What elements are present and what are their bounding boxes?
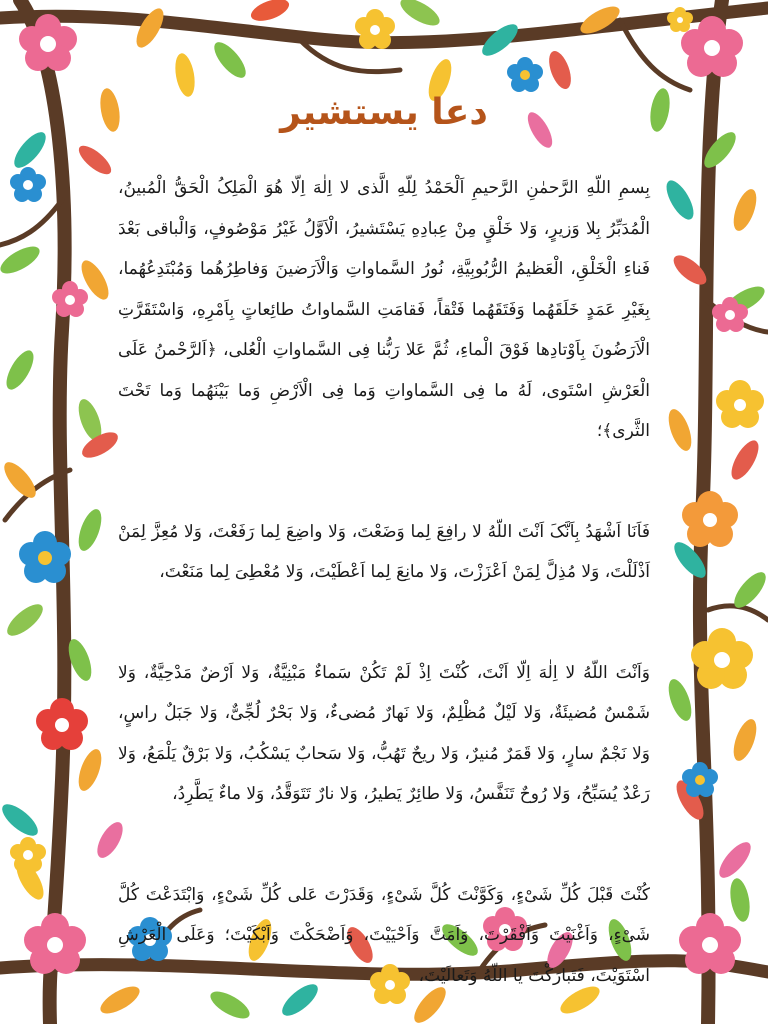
flower-blue-right-low xyxy=(682,762,718,797)
paragraph-1: بِسمِ اللّهِ الرَّحمٰنِ الرَّحیمِ اَلْحَمْدُ لِلّهِ الَّذی لا اِلٰهَ اِلّا هُوَ الْمَلِکُ الْحَقُّ الْمُبینُ، الْمُدَبِّرُ بِلا وَزیرٍ، وَلا خَلْقٍ مِنْ عِبادِهِ یَسْتَشیرُ، الْاَوَّلُ غَیْرُ مَوْصُوفٍ، وَالْباقی بَعْدَ فَناءِ الْخَلْقِ، الْعَظیمُ الرُّبُوبِیَّةِ، نُورُ السَّماواتِ وَالْاَرَضینَ وَفاطِرُهُما وَمُبْتَدِعُهُما، بِغَیْرِ عَمَدٍ خَلَقَهُما وَفَتَقَهُما فَتْقاً، فَقامَتِ السَّماواتُ طائِعاتٍ بِاَمْرِهِ، وَاسْتَقَرَّتِ الْاَرَضُونَ بِاَوْتادِها فَوْقَ الْماءِ، ثُمَّ عَلا رَبُّنا فِی السَّماواتِ الْعُلی، ﴿اَلرَّحْمنُ عَلَی الْعَرْشِ اسْتَوی، لَهُ ما فِی السَّماواتِ وَما فِی الْاَرْضِ وَما بَیْنَهُما وَما تَحْتَ الثَّری﴾؛ xyxy=(118,178,650,441)
flower-yellow-top xyxy=(355,9,395,49)
flower-blue-top xyxy=(507,57,543,92)
flower-yellow-right xyxy=(716,380,764,428)
flower-blue-left xyxy=(10,167,46,202)
flower-pink-bottom-right xyxy=(679,913,741,974)
paragraph-3: وَاَنْتَ اللّهُ لا اِلٰهَ اِلّا اَنْتَ، کُنْتَ اِذْ لَمْ تَکُنْ سَماءٌ مَبْنِیَّةٌ، وَلا اَرْضٌ مَدْحِیَّةٌ، وَلا شَمْسٌ مُضیئَةٌ، وَلا لَیْلٌ مُظْلِمٌ، وَلا نَهارٌ مُضیءٌ، وَلا بَحْرٌ لُجِّیٌّ، وَلا جَبَلٌ راسٍ، وَلا نَجْمٌ سارٍ، وَلا قَمَرٌ مُنیرٌ، وَلا ریحٌ تَهُبُّ، وَلا سَحابٌ یَسْکُبُ، وَلا بَرْقٌ یَلْمَعُ، وَلا رَعْدٌ یُسَبِّحُ، وَلا رُوحٌ تَنَفَّسُ، وَلا طائِرٌ یَطیرُ، وَلا نارٌ تَتَوَقَّدُ، وَلا ماءٌ یَطَّرِدُ، xyxy=(118,662,650,804)
flower-yellow-left-low xyxy=(10,837,46,872)
paragraph-4: کُنْتَ قَبْلَ کُلِّ شَیْءٍ، وَکَوَّنْتَ کُلَّ شَیْءٍ، وَقَدَرْتَ عَلی کُلِّ شَیْءٍ، وَابْتَدَعْتَ کُلَّ شَیْءٍ، وَاَغْنَیْتَ وَاَفْقَرْتَ، وَاَمَتَّ وَاَحْیَیْتَ، وَاَضْحَکْتَ وَاَبْکَیْتَ؛ وَعَلَی الْعَرْشِ اسْتَوَیْتَ، فَتَبارَکْتَ یا اللّهُ وَتَعالَیْتَ، xyxy=(118,884,650,986)
page-title: دعا یستشیر xyxy=(280,92,488,133)
flower-orange-right xyxy=(682,491,738,547)
paragraph-2: فَاَنَا اَشْهَدُ بِاَنَّکَ اَنْتَ اللّهُ لا رافِعَ لِما وَضَعْتَ، وَلا واضِعَ لِما رَفَعْتَ، وَلا مُعِزَّ لِمَنْ اَذْلَلْتَ، وَلا مُذِلَّ لِمَنْ اَعْزَزْتَ، وَلا مانِعَ لِما اَعْطَیْتَ، وَلا مُعْطِیَ لِما مَنَعْتَ، xyxy=(118,521,650,582)
flower-pink-top-right xyxy=(681,16,743,77)
flower-pink-bottom-left xyxy=(24,913,86,974)
flower-red-left xyxy=(36,698,88,750)
prayer-text xyxy=(118,168,650,996)
